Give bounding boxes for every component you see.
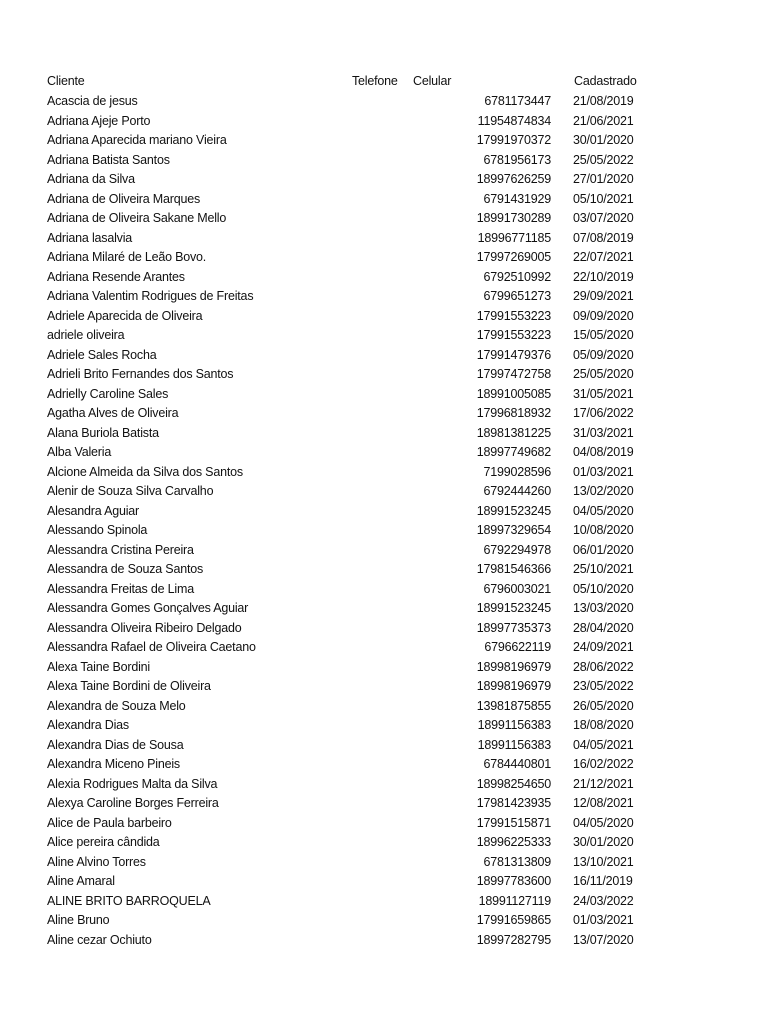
registered-date-cell: 04/05/2021: [573, 737, 634, 752]
registered-date-cell: 10/08/2020: [573, 523, 634, 537]
registered-date-cell: 23/05/2022: [573, 679, 634, 693]
table-row: [0, 754, 768, 774]
registered-date-cell: 15/05/2020: [573, 328, 634, 342]
table-row: [0, 735, 768, 755]
registered-date-cell: 17/06/2022: [573, 406, 634, 420]
phone-cell: 6796622119: [484, 640, 551, 654]
phone-cell: 18997735373: [476, 620, 551, 635]
client-name-cell: Alice de Paula barbeiro: [47, 815, 172, 830]
phone-cell: 18991005085: [476, 386, 551, 401]
phone-cell: 18996771185: [477, 230, 551, 245]
registered-date-cell: 01/03/2021: [573, 913, 634, 927]
column-header-telefone: Telefone: [352, 74, 398, 88]
client-name-cell: Alessandra Cristina Pereira: [47, 542, 194, 557]
table-row: [0, 618, 768, 638]
table-row: [0, 559, 768, 579]
phone-cell: 6784440801: [483, 757, 551, 771]
client-name-cell: Alexya Caroline Borges Ferreira: [47, 796, 219, 810]
table-row: [0, 930, 768, 950]
phone-cell: 17991515871: [476, 815, 551, 830]
table-header: [0, 72, 768, 91]
phone-cell: 18996225333: [476, 835, 551, 849]
phone-cell: 17997472758: [476, 367, 551, 381]
phone-cell: 18997783600: [476, 874, 551, 888]
client-name-cell: adriele oliveira: [47, 328, 125, 342]
phone-cell: 18991156383: [477, 737, 551, 752]
registered-date-cell: 22/10/2019: [573, 269, 634, 284]
table-row: [0, 286, 768, 306]
client-name-cell: Aline Amaral: [47, 874, 115, 888]
phone-cell: 17991479376: [476, 347, 551, 362]
column-header-celular: Celular: [413, 74, 452, 88]
phone-cell: 17991659865: [476, 913, 551, 927]
table-row: [0, 306, 768, 326]
table-row: [0, 676, 768, 696]
registered-date-cell: 31/03/2021: [573, 425, 634, 440]
phone-cell: 18997329654: [476, 523, 551, 537]
table-row: [0, 228, 768, 248]
client-name-cell: Alexandra de Souza Melo: [47, 698, 186, 713]
table-row: [0, 891, 768, 911]
registered-date-cell: 30/01/2020: [573, 133, 634, 147]
client-name-cell: Adriana Ajeje Porto: [47, 113, 151, 128]
phone-cell: 18997749682: [476, 445, 551, 459]
client-name-cell: Adriana Valentim Rodrigues de Freitas: [47, 289, 254, 303]
registered-date-cell: 05/09/2020: [573, 347, 634, 362]
table-row: [0, 111, 768, 131]
client-name-cell: Acascia de jesus: [47, 94, 138, 108]
client-name-cell: Adriana da Silva: [47, 172, 135, 186]
registered-date-cell: 25/05/2020: [573, 367, 634, 381]
client-name-cell: Adriana Resende Arantes: [47, 269, 185, 284]
table-row: [0, 247, 768, 267]
table-row: [0, 637, 768, 657]
client-name-cell: Alessandra Rafael de Oliveira Caetano: [47, 640, 256, 654]
client-name-cell: Alice pereira cândida: [47, 835, 160, 849]
registered-date-cell: 21/06/2021: [573, 113, 634, 128]
phone-cell: 17991553223: [476, 328, 551, 342]
phone-cell: 18998196979: [476, 659, 551, 674]
phone-cell: 6791431929: [483, 191, 551, 206]
registered-date-cell: 18/08/2020: [573, 718, 634, 732]
phone-cell: 17991553223: [476, 308, 551, 323]
client-name-cell: Alessandra Freitas de Lima: [47, 581, 194, 596]
client-name-cell: Alexia Rodrigues Malta da Silva: [47, 776, 218, 791]
client-name-cell: Adriana Batista Santos: [47, 152, 170, 167]
table-row: [0, 325, 768, 345]
table-row: [0, 267, 768, 287]
table-row: [0, 403, 768, 423]
table-row: [0, 189, 768, 209]
table-row: [0, 169, 768, 189]
client-name-cell: Adrieli Brito Fernandes dos Santos: [47, 367, 234, 381]
table-row: [0, 345, 768, 365]
registered-date-cell: 12/08/2021: [573, 796, 634, 810]
registered-date-cell: 13/07/2020: [573, 932, 634, 947]
client-name-cell: Adriana de Oliveira Marques: [47, 191, 201, 206]
registered-date-cell: 21/08/2019: [573, 94, 634, 108]
registered-date-cell: 09/09/2020: [573, 308, 634, 323]
phone-cell: 6781956173: [483, 152, 551, 167]
registered-date-cell: 13/03/2020: [573, 601, 634, 615]
client-name-cell: Alessandra de Souza Santos: [47, 562, 204, 576]
registered-date-cell: 22/07/2021: [573, 250, 634, 264]
registered-date-cell: 27/01/2020: [573, 172, 634, 186]
registered-date-cell: 07/08/2019: [573, 230, 634, 245]
phone-cell: 17996818932: [476, 406, 551, 420]
table-row: [0, 130, 768, 150]
table-row: [0, 208, 768, 228]
client-name-cell: Alenir de Souza Silva Carvalho: [47, 484, 214, 498]
column-header-cadastrado: Cadastrado: [574, 74, 637, 88]
client-name-cell: Adrielly Caroline Sales: [47, 386, 169, 401]
client-name-cell: Aline Bruno: [47, 913, 110, 927]
phone-cell: 6781313809: [483, 854, 551, 869]
client-name-cell: Adriana lasalvia: [47, 230, 133, 245]
phone-cell: 17997269005: [476, 250, 551, 264]
table-row: [0, 442, 768, 462]
phone-cell: 17991970372: [476, 133, 551, 147]
registered-date-cell: 04/05/2020: [573, 503, 634, 518]
phone-cell: 18998196979: [476, 679, 551, 693]
table-row: [0, 384, 768, 404]
phone-cell: 18998254650: [476, 776, 551, 791]
registered-date-cell: 13/10/2021: [573, 854, 634, 869]
registered-date-cell: 04/08/2019: [573, 445, 634, 459]
registered-date-cell: 04/05/2020: [573, 815, 634, 830]
client-name-cell: Adriana de Oliveira Sakane Mello: [47, 211, 227, 225]
registered-date-cell: 13/02/2020: [573, 484, 634, 498]
phone-cell: 18981381225: [476, 425, 551, 440]
client-name-cell: Alexandra Dias de Sousa: [47, 737, 184, 752]
phone-cell: 6792294978: [483, 542, 551, 557]
phone-cell: 6796003021: [483, 581, 551, 596]
client-name-cell: Alessando Spinola: [47, 523, 148, 537]
client-name-cell: Adriele Aparecida de Oliveira: [47, 308, 203, 323]
registered-date-cell: 01/03/2021: [573, 464, 634, 479]
table-body: [0, 91, 768, 949]
table-row: [0, 793, 768, 813]
client-name-cell: Alexa Taine Bordini: [47, 659, 150, 674]
client-name-cell: Adriana Milaré de Leão Bovo.: [47, 250, 207, 264]
registered-date-cell: 28/04/2020: [573, 620, 634, 635]
client-name-cell: Alessandra Gomes Gonçalves Aguiar: [47, 601, 249, 615]
client-name-cell: Alexa Taine Bordini de Oliveira: [47, 679, 211, 693]
phone-cell: 6781173447: [484, 94, 551, 108]
table-row: [0, 150, 768, 170]
phone-cell: 6799651273: [483, 289, 551, 303]
registered-date-cell: 24/03/2022: [573, 893, 634, 908]
registered-date-cell: 24/09/2021: [573, 640, 634, 654]
phone-cell: 18991523245: [476, 601, 551, 615]
table-row: [0, 910, 768, 930]
table-row: [0, 540, 768, 560]
client-name-cell: Aline Alvino Torres: [47, 854, 146, 869]
table-row: [0, 832, 768, 852]
table-row: [0, 657, 768, 677]
client-name-cell: Alcione Almeida da Silva dos Santos: [47, 464, 243, 479]
table-row: [0, 364, 768, 384]
registered-date-cell: 30/01/2020: [573, 835, 634, 849]
phone-cell: 18991730289: [476, 211, 551, 225]
phone-cell: 6792444260: [483, 484, 551, 498]
phone-cell: 6792510992: [483, 269, 551, 284]
table-row: [0, 774, 768, 794]
phone-cell: 18991523245: [476, 503, 551, 518]
table-row: [0, 91, 768, 111]
registered-date-cell: 03/07/2020: [573, 211, 634, 225]
table-row: [0, 598, 768, 618]
table-row: [0, 871, 768, 891]
phone-cell: 18991127119: [478, 893, 551, 908]
client-name-cell: Alexandra Miceno Pineis: [47, 757, 180, 771]
table-row: [0, 813, 768, 833]
table-row: [0, 481, 768, 501]
client-name-cell: Alesandra Aguiar: [47, 503, 140, 518]
phone-cell: 11954874834: [477, 113, 551, 128]
table-row: [0, 852, 768, 872]
phone-cell: 17981546366: [476, 562, 551, 576]
client-name-cell: Alana Buriola Batista: [47, 425, 159, 440]
table-row: [0, 579, 768, 599]
phone-cell: 18991156383: [477, 718, 551, 732]
client-name-cell: Alba Valeria: [47, 445, 112, 459]
client-name-cell: Agatha Alves de Oliveira: [47, 406, 179, 420]
table-row: [0, 520, 768, 540]
registered-date-cell: 05/10/2020: [573, 581, 634, 596]
registered-date-cell: 06/01/2020: [573, 542, 634, 557]
client-name-cell: Aline cezar Ochiuto: [47, 932, 152, 947]
phone-cell: 13981875855: [476, 698, 551, 713]
client-name-cell: ALINE BRITO BARROQUELA: [47, 893, 211, 908]
table-row: [0, 501, 768, 521]
table-row: [0, 462, 768, 482]
registered-date-cell: 25/10/2021: [573, 562, 634, 576]
registered-date-cell: 05/10/2021: [573, 191, 634, 206]
table-row: [0, 715, 768, 735]
phone-cell: 17981423935: [476, 796, 551, 810]
registered-date-cell: 26/05/2020: [573, 698, 634, 713]
registered-date-cell: 25/05/2022: [573, 152, 634, 167]
phone-cell: 18997626259: [476, 172, 551, 186]
client-name-cell: Adriana Aparecida mariano Vieira: [47, 133, 227, 147]
registered-date-cell: 31/05/2021: [573, 386, 634, 401]
table-row: [0, 696, 768, 716]
registered-date-cell: 16/11/2019: [573, 874, 633, 888]
phone-cell: 7199028596: [483, 464, 551, 479]
registered-date-cell: 28/06/2022: [573, 659, 634, 674]
client-name-cell: Alessandra Oliveira Ribeiro Delgado: [47, 620, 242, 635]
registered-date-cell: 16/02/2022: [573, 757, 634, 771]
table-row: [0, 423, 768, 443]
client-name-cell: Adriele Sales Rocha: [47, 347, 157, 362]
client-name-cell: Alexandra Dias: [47, 718, 129, 732]
registered-date-cell: 29/09/2021: [573, 289, 634, 303]
phone-cell: 18997282795: [476, 932, 551, 947]
column-header-cliente: Cliente: [47, 74, 85, 88]
registered-date-cell: 21/12/2021: [573, 776, 634, 791]
